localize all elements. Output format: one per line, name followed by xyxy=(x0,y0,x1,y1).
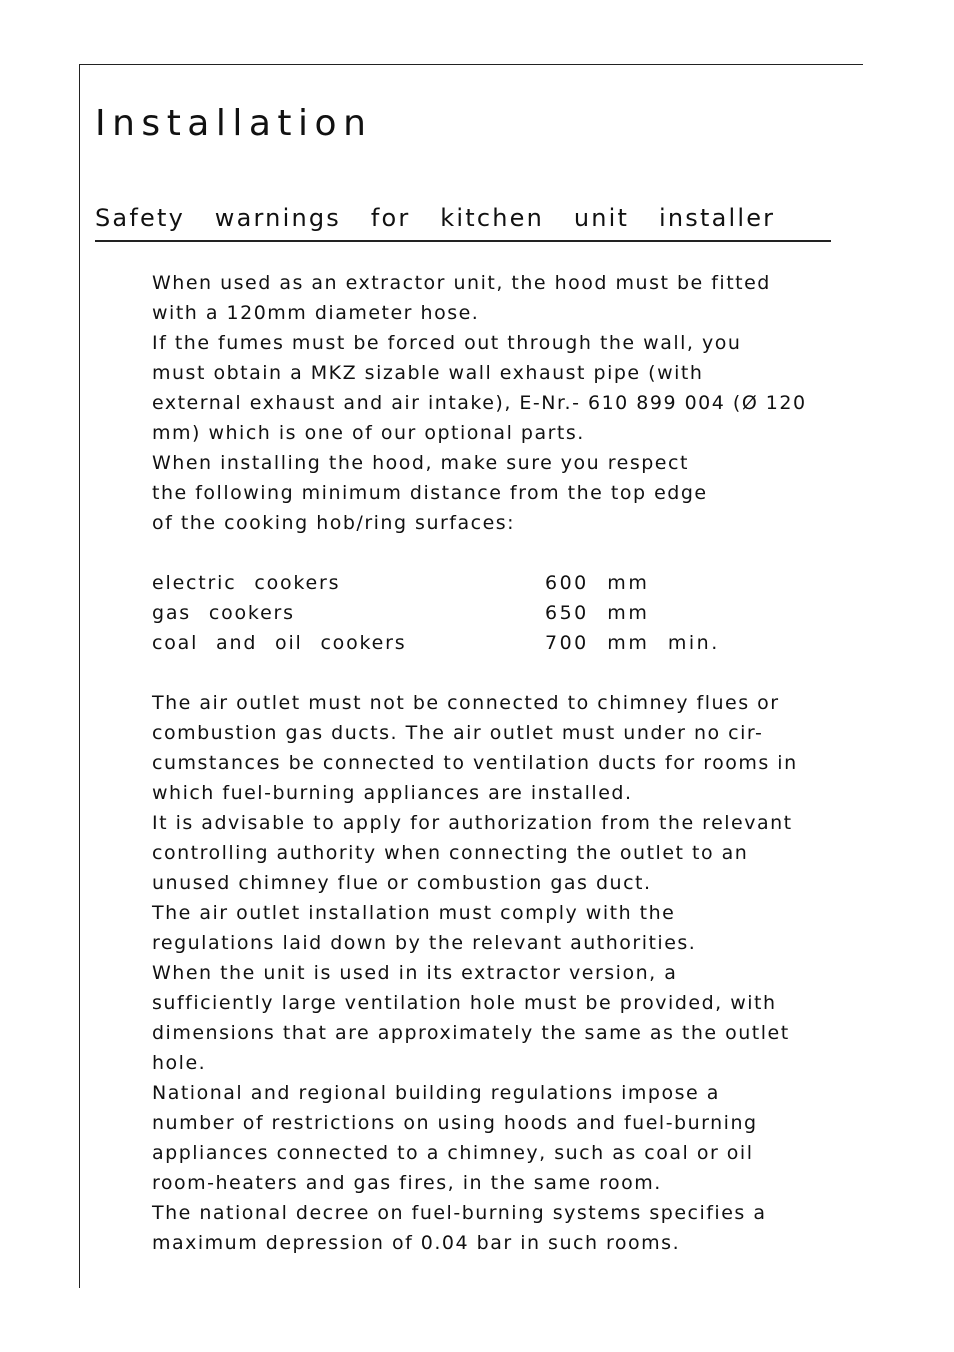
text-line: must obtain a MKZ sizable wall exhaust pipe (with xyxy=(152,362,704,384)
outlet-paragraph xyxy=(152,688,834,1258)
text-line: room-heaters and gas fires, in the same room. xyxy=(152,1172,662,1194)
text-line: The air outlet installation must comply with the xyxy=(152,902,676,924)
distance-value: 650 mm xyxy=(545,602,650,624)
text-line: controlling authority when connecting the outlet to an xyxy=(152,842,749,864)
text-line: If the fumes must be forced out through the wall, you xyxy=(152,332,742,354)
section-heading-text: Safety warnings for kitchen unit installer xyxy=(95,204,776,232)
frame-left-rule xyxy=(79,64,80,1288)
distance-row xyxy=(152,568,834,598)
distance-table xyxy=(152,568,834,658)
distance-label: coal and oil cookers xyxy=(152,632,407,654)
spacer xyxy=(152,658,834,688)
text-line: The national decree on fuel-burning systems specifies a xyxy=(152,1202,767,1224)
text-line: cumstances be connected to ventilation ducts for rooms in xyxy=(152,752,798,774)
spacer xyxy=(152,538,834,568)
text-line: maximum depression of 0.04 bar in such rooms. xyxy=(152,1232,681,1254)
text-line: When installing the hood, make sure you respect xyxy=(152,452,689,474)
frame-top-rule xyxy=(79,64,863,65)
text-line: external exhaust and air intake), E-Nr.- 610 899 004 (Ø 120 xyxy=(152,392,807,414)
text-line: unused chimney flue or combustion gas duct. xyxy=(152,872,652,894)
distance-label: gas cookers xyxy=(152,602,295,624)
text-line: When used as an extractor unit, the hood must be fitted xyxy=(152,272,771,294)
distance-row xyxy=(152,628,834,658)
section-heading xyxy=(95,198,831,242)
page-title: Installation xyxy=(95,103,373,144)
distance-value: 600 mm xyxy=(545,572,650,594)
text-line: regulations laid down by the relevant authorities. xyxy=(152,932,697,954)
text-line: National and regional building regulations impose a xyxy=(152,1082,720,1104)
text-line: which fuel-burning appliances are installed. xyxy=(152,782,633,804)
distance-value: 700 mm min. xyxy=(545,632,720,654)
text-line: number of restrictions on using hoods and fuel-burning xyxy=(152,1112,758,1134)
text-line: combustion gas ducts. The air outlet must under no cir- xyxy=(152,722,764,744)
distance-row xyxy=(152,598,834,628)
intro-paragraph xyxy=(152,268,834,538)
text-line: sufficiently large ventilation hole must be provided, with xyxy=(152,992,777,1014)
text-line: When the unit is used in its extractor version, a xyxy=(152,962,678,984)
text-line: with a 120mm diameter hose. xyxy=(152,302,480,324)
text-line: It is advisable to apply for authorization from the relevant xyxy=(152,812,793,834)
distance-label: electric cookers xyxy=(152,572,341,594)
text-line: The air outlet must not be connected to chimney flues or xyxy=(152,692,780,714)
text-line: dimensions that are approximately the same as the outlet xyxy=(152,1022,790,1044)
text-line: of the cooking hob/ring surfaces: xyxy=(152,512,516,534)
text-line: appliances connected to a chimney, such as coal or oil xyxy=(152,1142,754,1164)
text-line: mm) which is one of our optional parts. xyxy=(152,422,585,444)
body-text xyxy=(152,268,834,1258)
text-line: the following minimum distance from the top edge xyxy=(152,482,708,504)
text-line: hole. xyxy=(152,1052,207,1074)
